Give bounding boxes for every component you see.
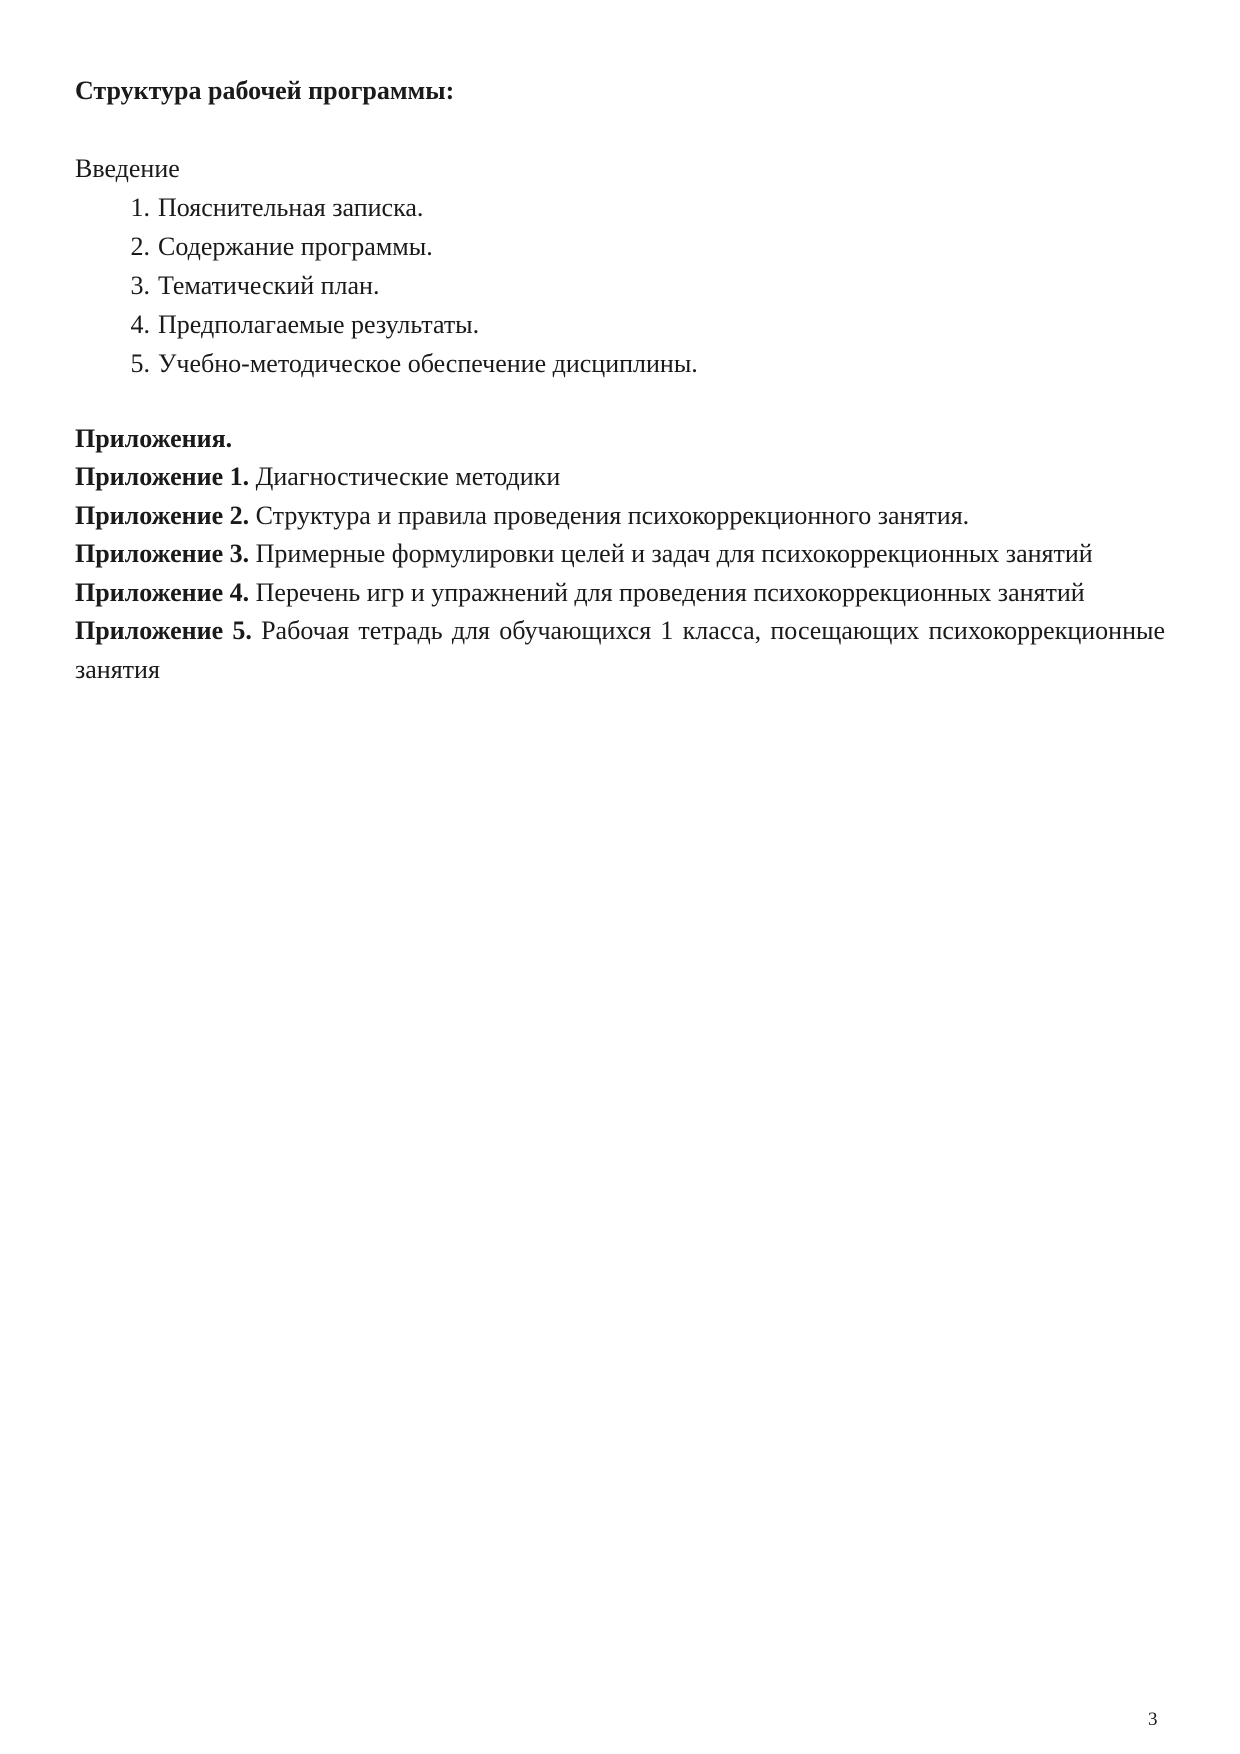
toc-item-text: Пояснительная записка. xyxy=(158,193,424,222)
appendix-label: Приложение 4. xyxy=(75,577,250,607)
toc-item xyxy=(75,266,698,305)
appendix-4 xyxy=(75,574,1165,613)
toc-item xyxy=(75,188,698,227)
appendix-text: Примерные формулировки целей и задач для психокоррекционных занятий xyxy=(249,539,1093,568)
intro-heading: Введение xyxy=(75,154,180,183)
appendix-text: Перечень игр и упражнений для проведения психокоррекционных занятий xyxy=(249,577,1085,607)
toc-item-text: Предполагаемые результаты. xyxy=(158,310,480,339)
toc-item xyxy=(75,305,698,344)
page-number: 3 xyxy=(1148,1709,1158,1730)
toc-item-text: Содержание программы. xyxy=(158,232,433,261)
document-title: Структура рабочей программы: xyxy=(75,76,455,105)
appendix-3 xyxy=(75,535,1165,574)
appendix-text: Диагностические методики xyxy=(249,462,561,491)
appendix-label: Приложение 3. xyxy=(75,539,250,568)
toc-item-text: Тематический план. xyxy=(158,271,380,300)
toc-item-number: 5. xyxy=(130,349,150,378)
toc-list xyxy=(75,188,698,383)
appendix-1 xyxy=(75,458,1165,497)
appendices-heading: Приложения. xyxy=(75,424,233,453)
appendix-text: Рабочая тетрадь для обучающихся 1 класса, посещающих психокоррекционные занятия xyxy=(75,616,1166,684)
appendix-2 xyxy=(75,497,1165,536)
toc-item-number: 3. xyxy=(130,271,150,300)
appendix-label: Приложение 1. xyxy=(75,462,250,491)
appendix-label: Приложение 2. xyxy=(75,500,250,530)
toc-item-number: 2. xyxy=(130,232,150,261)
toc-item-number: 4. xyxy=(130,310,150,339)
toc-item xyxy=(75,227,698,266)
appendices-section xyxy=(75,420,1165,689)
appendix-text: Структура и правила проведения психокоррекционного занятия. xyxy=(249,500,970,530)
toc-item xyxy=(75,344,698,383)
toc-item-number: 1. xyxy=(130,193,150,222)
toc-item-text: Учебно-методическое обеспечение дисциплины. xyxy=(158,349,698,378)
appendix-label: Приложение 5. xyxy=(75,616,252,645)
appendix-5 xyxy=(75,612,1165,689)
